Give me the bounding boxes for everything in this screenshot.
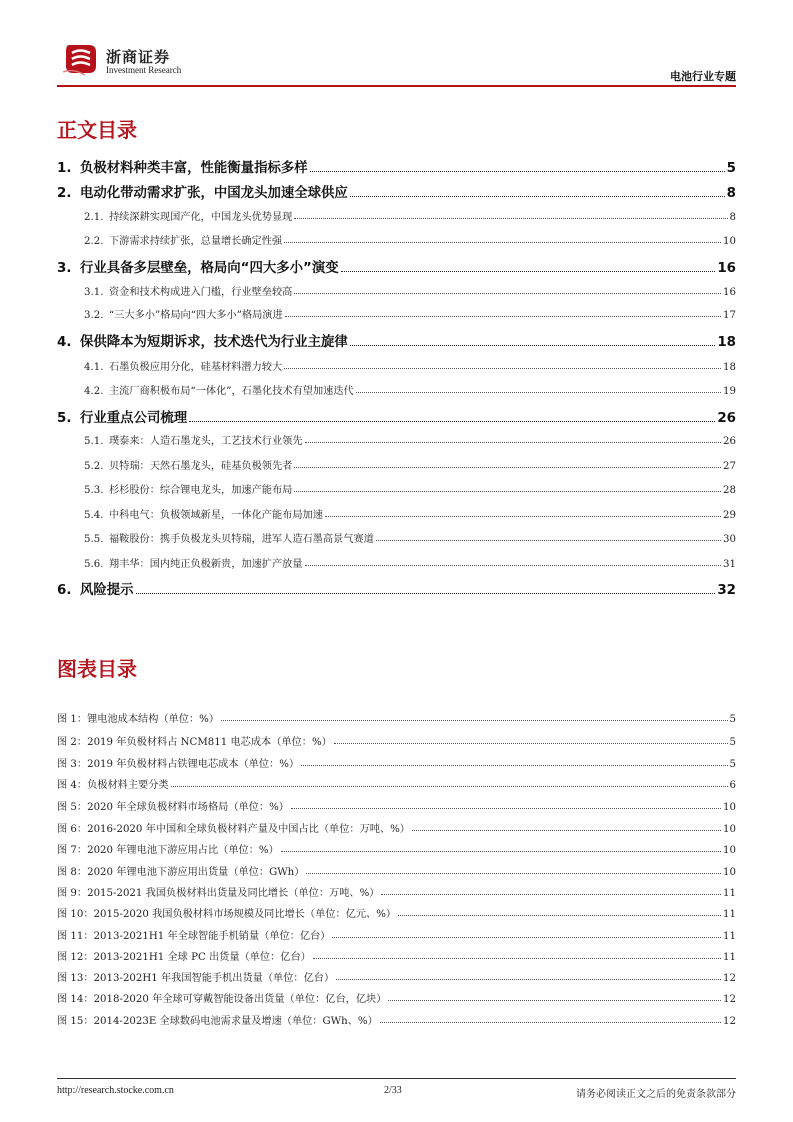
toc-entry-title: 负极材料种类丰富，性能衡量指标多样 <box>80 161 308 176</box>
figure-entry-title: 图 13：2013-202H1 年我国智能手机出货量（单位：亿台） <box>57 973 335 984</box>
toc-entry-title: 资金和技术构成进入门槛，行业壁垒较高 <box>109 287 293 298</box>
figure-leader-dots <box>171 786 728 787</box>
brand-name-cn: 浙商证券 <box>106 48 171 66</box>
toc-entry-number: 5.5. <box>84 534 104 545</box>
figure-entry[interactable] <box>57 799 736 813</box>
toc-entry-number: 3. <box>57 261 72 276</box>
toc-subentry[interactable] <box>84 507 736 521</box>
toc-entry[interactable] <box>57 258 736 276</box>
figure-entry-title: 图 7：2020 年锂电池下游应用占比（单位：%） <box>57 845 279 856</box>
brand-name-en: Investment Research <box>106 65 182 75</box>
figure-entry[interactable] <box>57 885 736 899</box>
figure-leader-dots <box>398 915 721 916</box>
figure-leader-dots <box>301 765 727 766</box>
figure-entry[interactable] <box>57 949 736 963</box>
figure-entry[interactable] <box>57 842 736 856</box>
toc-leader-dots <box>294 218 727 219</box>
figure-entry-page: 5 <box>729 759 736 770</box>
toc-entry-page: 16 <box>717 261 736 276</box>
figure-entry[interactable] <box>57 1013 736 1027</box>
figure-entry-title: 图 14：2018-2020 年全球可穿戴智能设备出货量（单位：亿台，亿块） <box>57 994 387 1005</box>
toc-subentry[interactable] <box>84 531 736 545</box>
toc-subentry[interactable] <box>84 383 736 397</box>
figure-leader-dots <box>221 720 727 721</box>
toc-entry-title: 中科电气：负极领域新星，一体化产能布局加速 <box>109 510 323 521</box>
toc-entry-page: 26 <box>723 436 736 447</box>
toc-entry-number: 4.2. <box>84 386 104 397</box>
toc-leader-dots <box>285 316 721 317</box>
toc-entry-title: 贝特瑞：天然石墨龙头，硅基负极领先者 <box>109 461 293 472</box>
figure-leader-dots <box>388 1000 721 1001</box>
figure-entry[interactable] <box>57 734 736 748</box>
toc-entry-number: 1. <box>57 161 72 176</box>
figure-entry-title: 图 4：负极材料主要分类 <box>57 780 169 791</box>
toc-entry-number: 5.3. <box>84 485 104 496</box>
figure-leader-dots <box>380 1022 721 1023</box>
toc-entry-title: 下游需求持续扩张，总量增长确定性强 <box>109 236 283 247</box>
figure-leader-dots <box>381 894 721 895</box>
toc-entry-number: 4. <box>57 335 72 350</box>
figure-entry-page: 5 <box>729 714 736 725</box>
toc-leader-dots <box>294 491 721 492</box>
toc-subentry[interactable] <box>84 556 736 570</box>
figure-leader-dots <box>336 979 721 980</box>
figure-entry-title: 图 5：2020 年全球负极材料市场格局（单位：%） <box>57 802 289 813</box>
toc-leader-dots <box>310 171 725 172</box>
toc-entry-title: 行业具备多层壁垒，格局向“四大多小”演变 <box>80 261 339 276</box>
toc-entry-number: 5.2. <box>84 461 104 472</box>
figure-entry-page: 11 <box>723 931 736 942</box>
toc-subentry[interactable] <box>84 209 736 223</box>
figure-entry-title: 图 2：2019 年负极材料占 NCM811 电芯成本（单位：%） <box>57 737 332 748</box>
toc-entry-page: 28 <box>723 485 736 496</box>
figure-entry-page: 11 <box>723 952 736 963</box>
figure-entry-page: 11 <box>723 909 736 920</box>
toc-entry-number: 5.6. <box>84 559 104 570</box>
toc-title: 正文目录 <box>57 118 137 142</box>
toc-entry-title: 主流厂商积极布局“一体化”，石墨化技术有望加速迭代 <box>109 386 354 397</box>
toc-entry-page: 17 <box>723 310 736 321</box>
toc-entry-title: 保供降本为短期诉求，技术迭代为行业主旋律 <box>80 335 348 350</box>
toc-entry-number: 5.1. <box>84 436 104 447</box>
figure-entry-page: 10 <box>723 845 736 856</box>
figure-entry-title: 图 10：2015-2020 我国负极材料市场规模及同比增长（单位：亿元、%） <box>57 909 397 920</box>
toc-entry-page: 30 <box>723 534 736 545</box>
toc-entry-number: 3.1. <box>84 287 104 298</box>
figure-entry[interactable] <box>57 928 736 942</box>
toc-leader-dots <box>284 242 721 243</box>
toc-entry-title: 翔丰华：国内纯正负极新贵，加速扩产放量 <box>109 559 303 570</box>
toc-leader-dots <box>350 345 716 346</box>
toc-entry-title: “三大多小”格局向“四大多小”格局演进 <box>109 310 283 321</box>
figure-entry-page: 5 <box>729 737 736 748</box>
toc-leader-dots <box>350 196 725 197</box>
toc-leader-dots <box>376 540 721 541</box>
figure-entry-title: 图 6：2016-2020 年中国和全球负极材料产量及中国占比（单位：万吨、%） <box>57 824 410 835</box>
toc-leader-dots <box>294 293 721 294</box>
figure-entry-page: 12 <box>723 973 736 984</box>
figure-entry[interactable] <box>57 821 736 835</box>
toc-entry-number: 5.4. <box>84 510 104 521</box>
toc-entry-page: 31 <box>723 559 736 570</box>
toc-leader-dots <box>284 368 721 369</box>
figure-entry-title: 图 15：2014-2023E 全球数码电池需求量及增速（单位：GWh、%） <box>57 1016 378 1027</box>
toc-entry-title: 风险提示 <box>80 583 134 598</box>
toc-subentry[interactable] <box>84 458 736 472</box>
toc-entry-number: 4.1. <box>84 362 104 373</box>
toc-entry-page: 26 <box>717 411 736 426</box>
figure-leader-dots <box>291 808 721 809</box>
toc-entry-page: 8 <box>729 212 736 223</box>
figure-leader-dots <box>306 873 721 874</box>
toc-leader-dots <box>325 516 721 517</box>
footer-page-number: 2/33 <box>384 1085 402 1096</box>
toc-entry-title: 行业重点公司梳理 <box>80 411 188 426</box>
figure-list-title: 图表目录 <box>57 657 137 681</box>
figure-entry-title: 图 3：2019 年负极材料占铁锂电芯成本（单位：%） <box>57 759 300 770</box>
toc-leader-dots <box>136 593 716 594</box>
toc-entry[interactable] <box>57 183 736 201</box>
toc-entry-title: 电动化带动需求扩张，中国龙头加速全球供应 <box>80 186 348 201</box>
toc-entry-number: 2.2. <box>84 236 104 247</box>
figure-entry-page: 11 <box>723 888 736 899</box>
figure-entry-page: 10 <box>723 802 736 813</box>
toc-entry-page: 19 <box>723 386 736 397</box>
toc-subentry[interactable] <box>84 359 736 373</box>
figure-leader-dots <box>332 937 721 938</box>
toc-entry-page: 8 <box>726 186 736 201</box>
figure-entry-title: 图 12：2013-2021H1 全球 PC 出货量（单位：亿台） <box>57 952 311 963</box>
toc-entry[interactable] <box>57 158 736 176</box>
toc-entry-page: 18 <box>723 362 736 373</box>
figure-entry-page: 10 <box>723 824 736 835</box>
toc-entry-page: 29 <box>723 510 736 521</box>
figure-entry-title: 图 8：2020 年锂电池下游应用出货量（单位：GWh） <box>57 867 305 878</box>
toc-entry[interactable] <box>57 332 736 350</box>
figure-entry[interactable] <box>57 711 736 725</box>
toc-entry[interactable] <box>57 580 736 598</box>
figure-entry[interactable] <box>57 906 736 920</box>
toc-entry-title: 福鞍股份：携手负极龙头贝特瑞，进军人造石墨高景气赛道 <box>109 534 374 545</box>
toc-leader-dots <box>305 565 721 566</box>
toc-subentry[interactable] <box>84 433 736 447</box>
toc-entry-page: 10 <box>723 236 736 247</box>
toc-subentry[interactable] <box>84 233 736 247</box>
toc-leader-dots <box>189 421 715 422</box>
figure-leader-dots <box>313 958 721 959</box>
toc-entry-number: 6. <box>57 583 72 598</box>
figure-entry[interactable] <box>57 864 736 878</box>
toc-leader-dots <box>341 271 716 272</box>
figure-leader-dots <box>334 743 728 744</box>
toc-entry-number: 5. <box>57 411 72 426</box>
toc-entry-title: 杉杉股份：综合锂电龙头，加速产能布局 <box>109 485 293 496</box>
toc-leader-dots <box>356 392 721 393</box>
figure-leader-dots <box>412 830 721 831</box>
toc-subentry[interactable] <box>84 284 736 298</box>
toc-subentry[interactable] <box>84 307 736 321</box>
toc-entry-title: 璞泰来：人造石墨龙头，工艺技术行业领先 <box>109 436 303 447</box>
toc-entry-title: 持续深耕实现国产化，中国龙头优势显现 <box>109 212 293 223</box>
toc-entry-number: 2.1. <box>84 212 104 223</box>
figure-entry[interactable] <box>57 970 736 984</box>
footer-disclaimer: 请务必阅读正文之后的免责条款部分 <box>576 1089 736 1100</box>
figure-entry[interactable] <box>57 991 736 1005</box>
figure-entry[interactable] <box>57 777 736 791</box>
toc-entry-number: 3.2. <box>84 310 104 321</box>
toc-entry-page: 27 <box>723 461 736 472</box>
toc-entry-title: 石墨负极应用分化，硅基材料潜力较大 <box>109 362 283 373</box>
toc-entry-number: 2. <box>57 186 72 201</box>
figure-entry-page: 10 <box>723 867 736 878</box>
toc-entry-page: 16 <box>723 287 736 298</box>
toc-subentry[interactable] <box>84 482 736 496</box>
footer-url[interactable]: http://research.stocke.com.cn <box>57 1085 174 1096</box>
figure-entry-title: 图 9：2015-2021 我国负极材料出货量及同比增长（单位：万吨、%） <box>57 888 380 899</box>
toc-leader-dots <box>294 467 721 468</box>
toc-entry-page: 32 <box>717 583 736 598</box>
toc-entry[interactable] <box>57 408 736 426</box>
figure-entry[interactable] <box>57 756 736 770</box>
toc-entry-page: 18 <box>717 335 736 350</box>
figure-entry-title: 图 1：锂电池成本结构（单位：%） <box>57 714 220 725</box>
figure-entry-title: 图 11：2013-2021H1 年全球智能手机销量（单位：亿台） <box>57 931 331 942</box>
toc-entry-page: 5 <box>726 161 736 176</box>
figure-entry-page: 12 <box>723 1016 736 1027</box>
header-divider <box>57 85 736 87</box>
footer-divider <box>57 1078 736 1079</box>
figure-entry-page: 6 <box>729 780 736 791</box>
figure-leader-dots <box>281 851 721 852</box>
zheshang-logo-icon <box>63 42 99 76</box>
report-type: 电池行业专题 <box>670 70 736 83</box>
figure-entry-page: 12 <box>723 994 736 1005</box>
toc-leader-dots <box>305 442 721 443</box>
